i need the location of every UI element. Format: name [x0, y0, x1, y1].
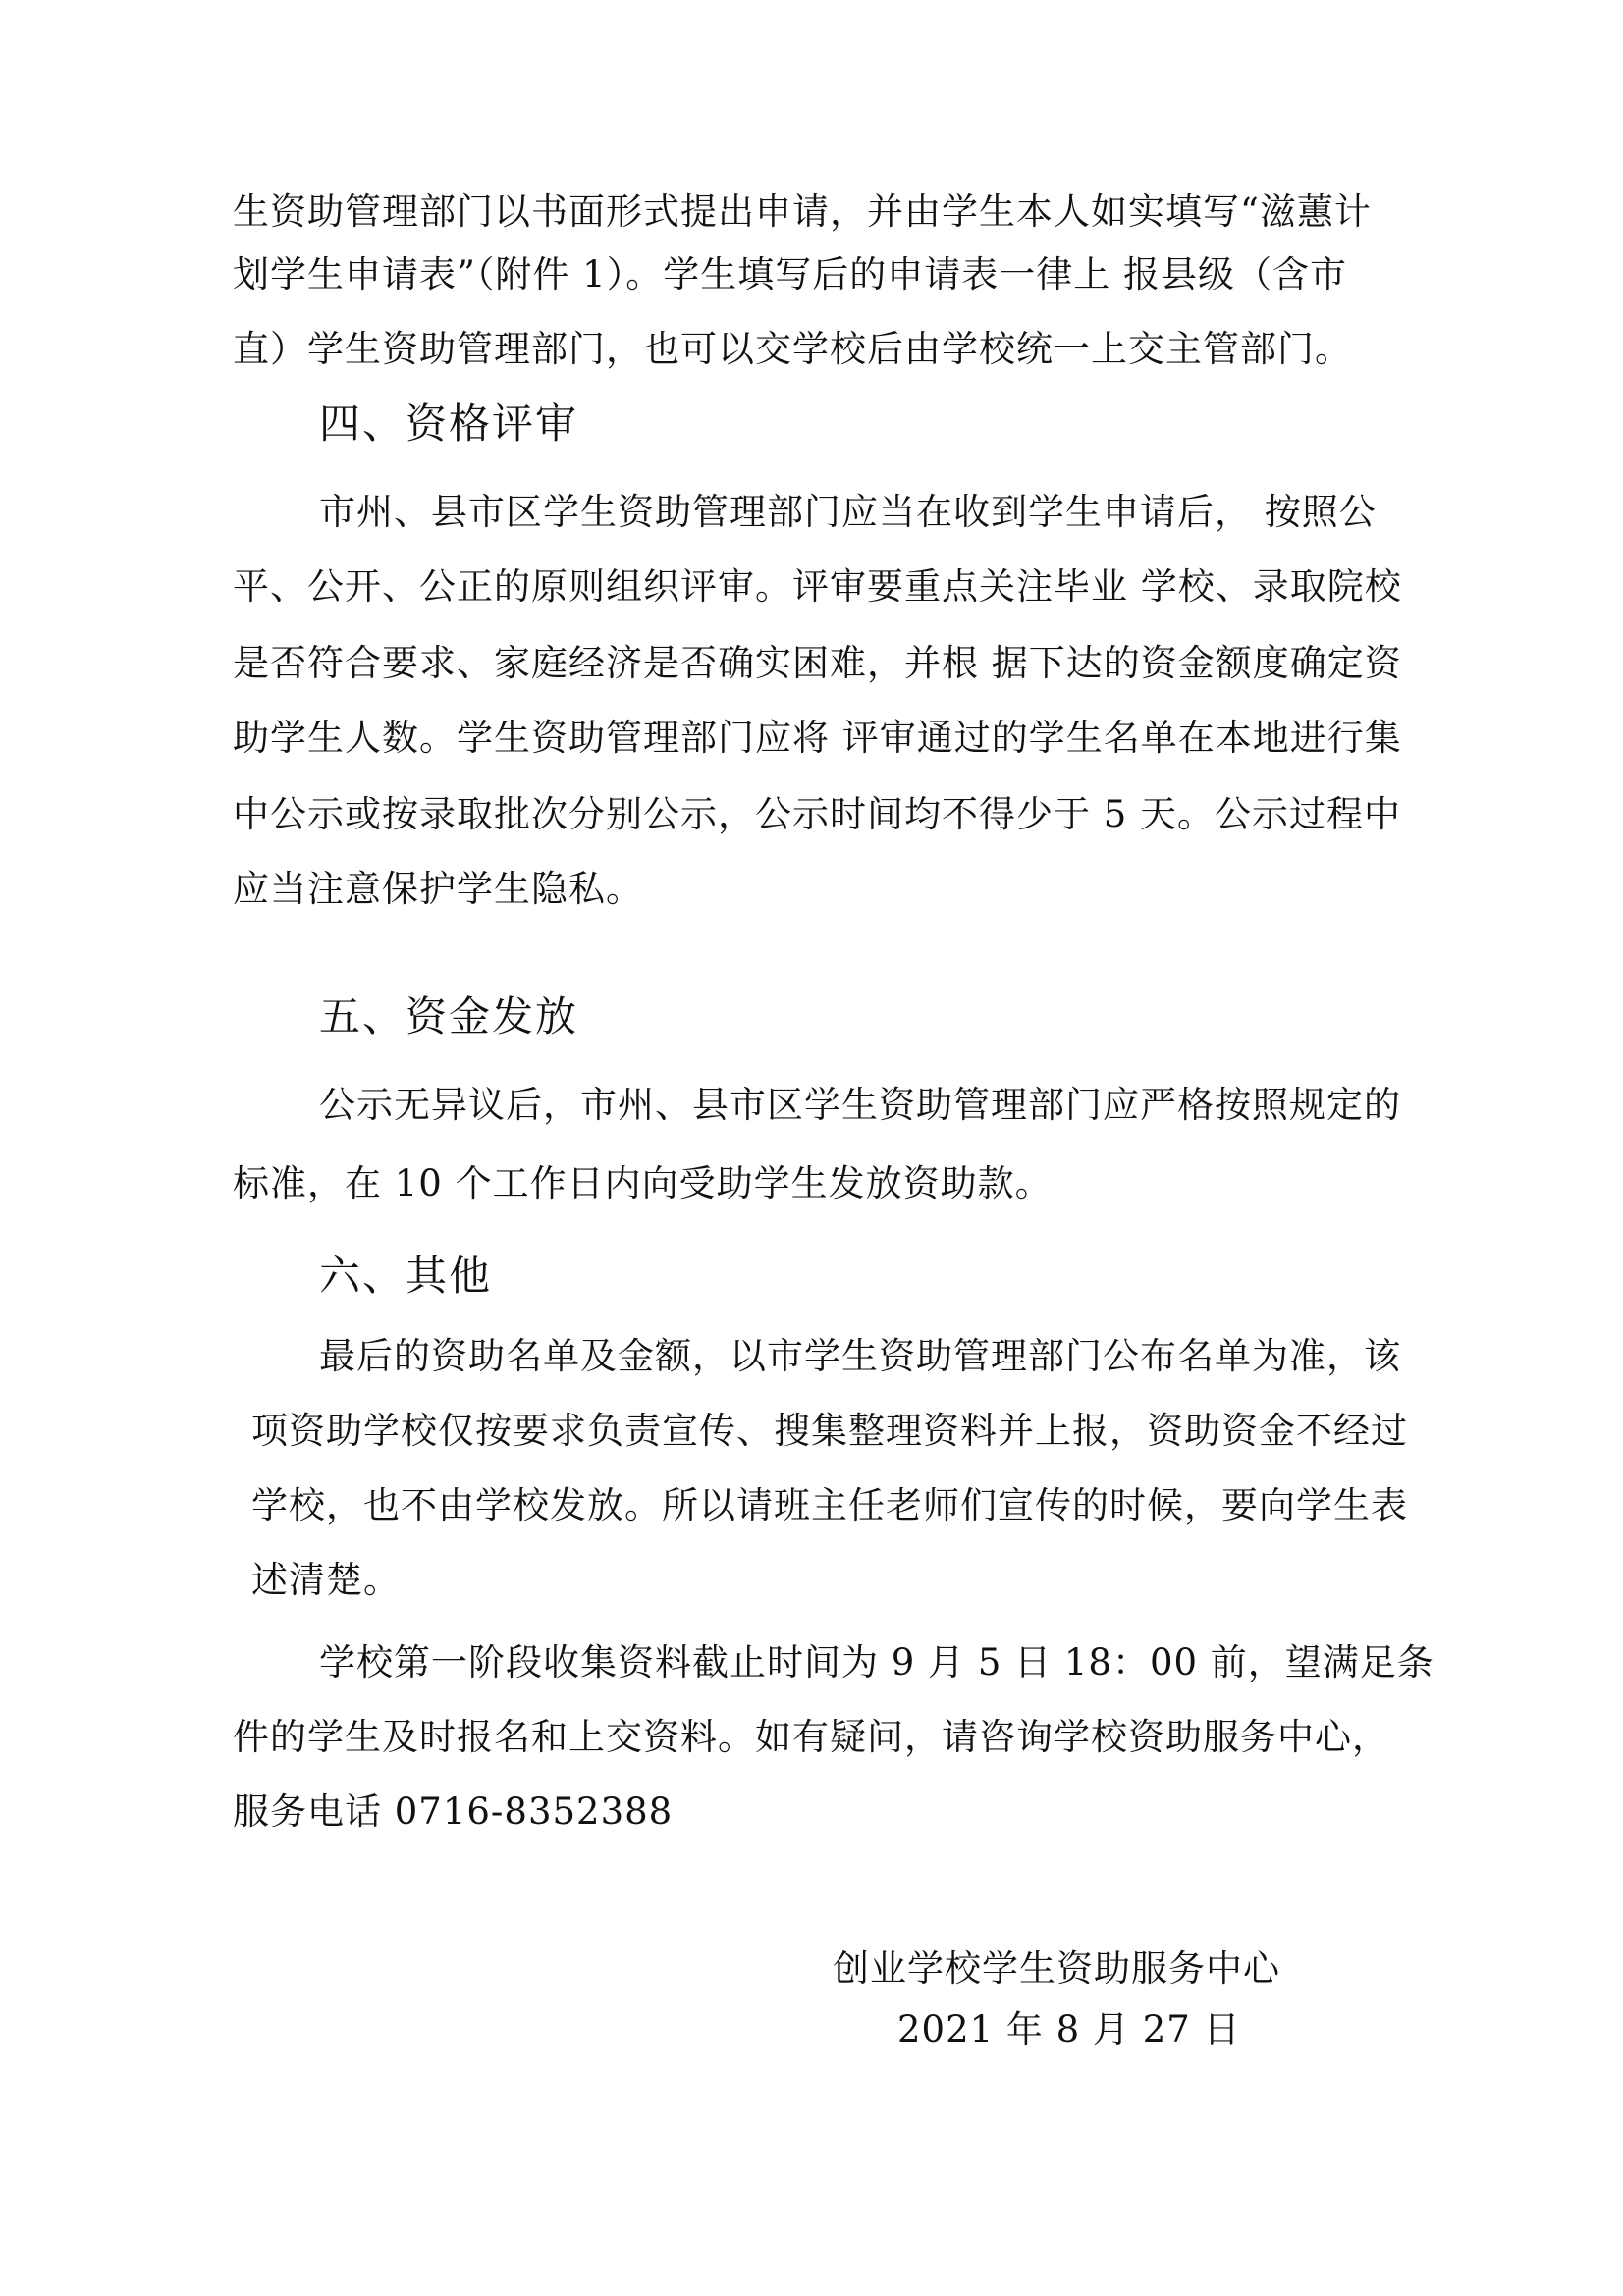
paragraph-2-line-6: 应当注意保护学生隐私。 [233, 868, 643, 910]
section-heading-4: 四、资格评审 [319, 400, 579, 448]
paragraph-2-line-3: 是否符合要求、家庭经济是否确实困难，并根 据下达的资金额度确定资 [233, 642, 1402, 684]
paragraph-4-line-1: 最后的资助名单及金额，以市学生资助管理部门公布名单为准，该 [319, 1335, 1401, 1377]
paragraph-3-line-1: 公示无异议后，市州、县市区学生资助管理部门应严格按照规定的 [319, 1084, 1401, 1126]
paragraph-5-line-2: 件的学生及时报名和上交资料。如有疑问，请咨询学校资助服务中心， [233, 1716, 1389, 1758]
paragraph-4-line-3: 学校，也不由学校发放。所以请班主任老师们宣传的时候，要向学生表 [251, 1484, 1408, 1526]
paragraph-4-line-2: 项资助学校仅按要求负责宣传、搜集整理资料并上报，资助资金不经过 [251, 1410, 1408, 1452]
paragraph-1-line-2: 划学生申请表”（附件 1）。学生填写后的申请表一律上 报县级（含市 [233, 253, 1347, 295]
signature-date: 2021 年 8 月 27 日 [897, 2008, 1241, 2051]
paragraph-2-line-2: 平、公开、公正的原则组织评审。评审要重点关注毕业 学校、录取院校 [233, 565, 1402, 608]
paragraph-3-line-2: 标准，在 10 个工作日内向受助学生发放资助款。 [233, 1162, 1053, 1204]
section-heading-6: 六、其他 [319, 1252, 493, 1300]
paragraph-1-line-1: 生资助管理部门以书面形式提出申请，并由学生本人如实填写“滋蕙计 [233, 190, 1372, 233]
paragraph-5-line-1: 学校第一阶段收集资料截止时间为 9 月 5 日 18：00 前，望满足条 [319, 1641, 1434, 1683]
paragraph-2-line-1: 市州、县市区学生资助管理部门应当在收到学生申请后， 按照公 [319, 491, 1377, 533]
paragraph-5-line-3: 服务电话 0716-8352388 [233, 1790, 674, 1833]
paragraph-2-line-5: 中公示或按录取批次分别公示，公示时间均不得少于 5 天。公示过程中 [233, 793, 1402, 835]
paragraph-1-line-3: 直）学生资助管理部门，也可以交学校后由学校统一上交主管部门。 [233, 328, 1352, 370]
section-heading-5: 五、资金发放 [319, 992, 579, 1041]
paragraph-2-line-4: 助学生人数。学生资助管理部门应将 评审通过的学生名单在本地进行集 [233, 717, 1402, 759]
signature-organization: 创业学校学生资助服务中心 [833, 1948, 1280, 1990]
paragraph-4-line-4: 述清楚。 [251, 1559, 401, 1601]
